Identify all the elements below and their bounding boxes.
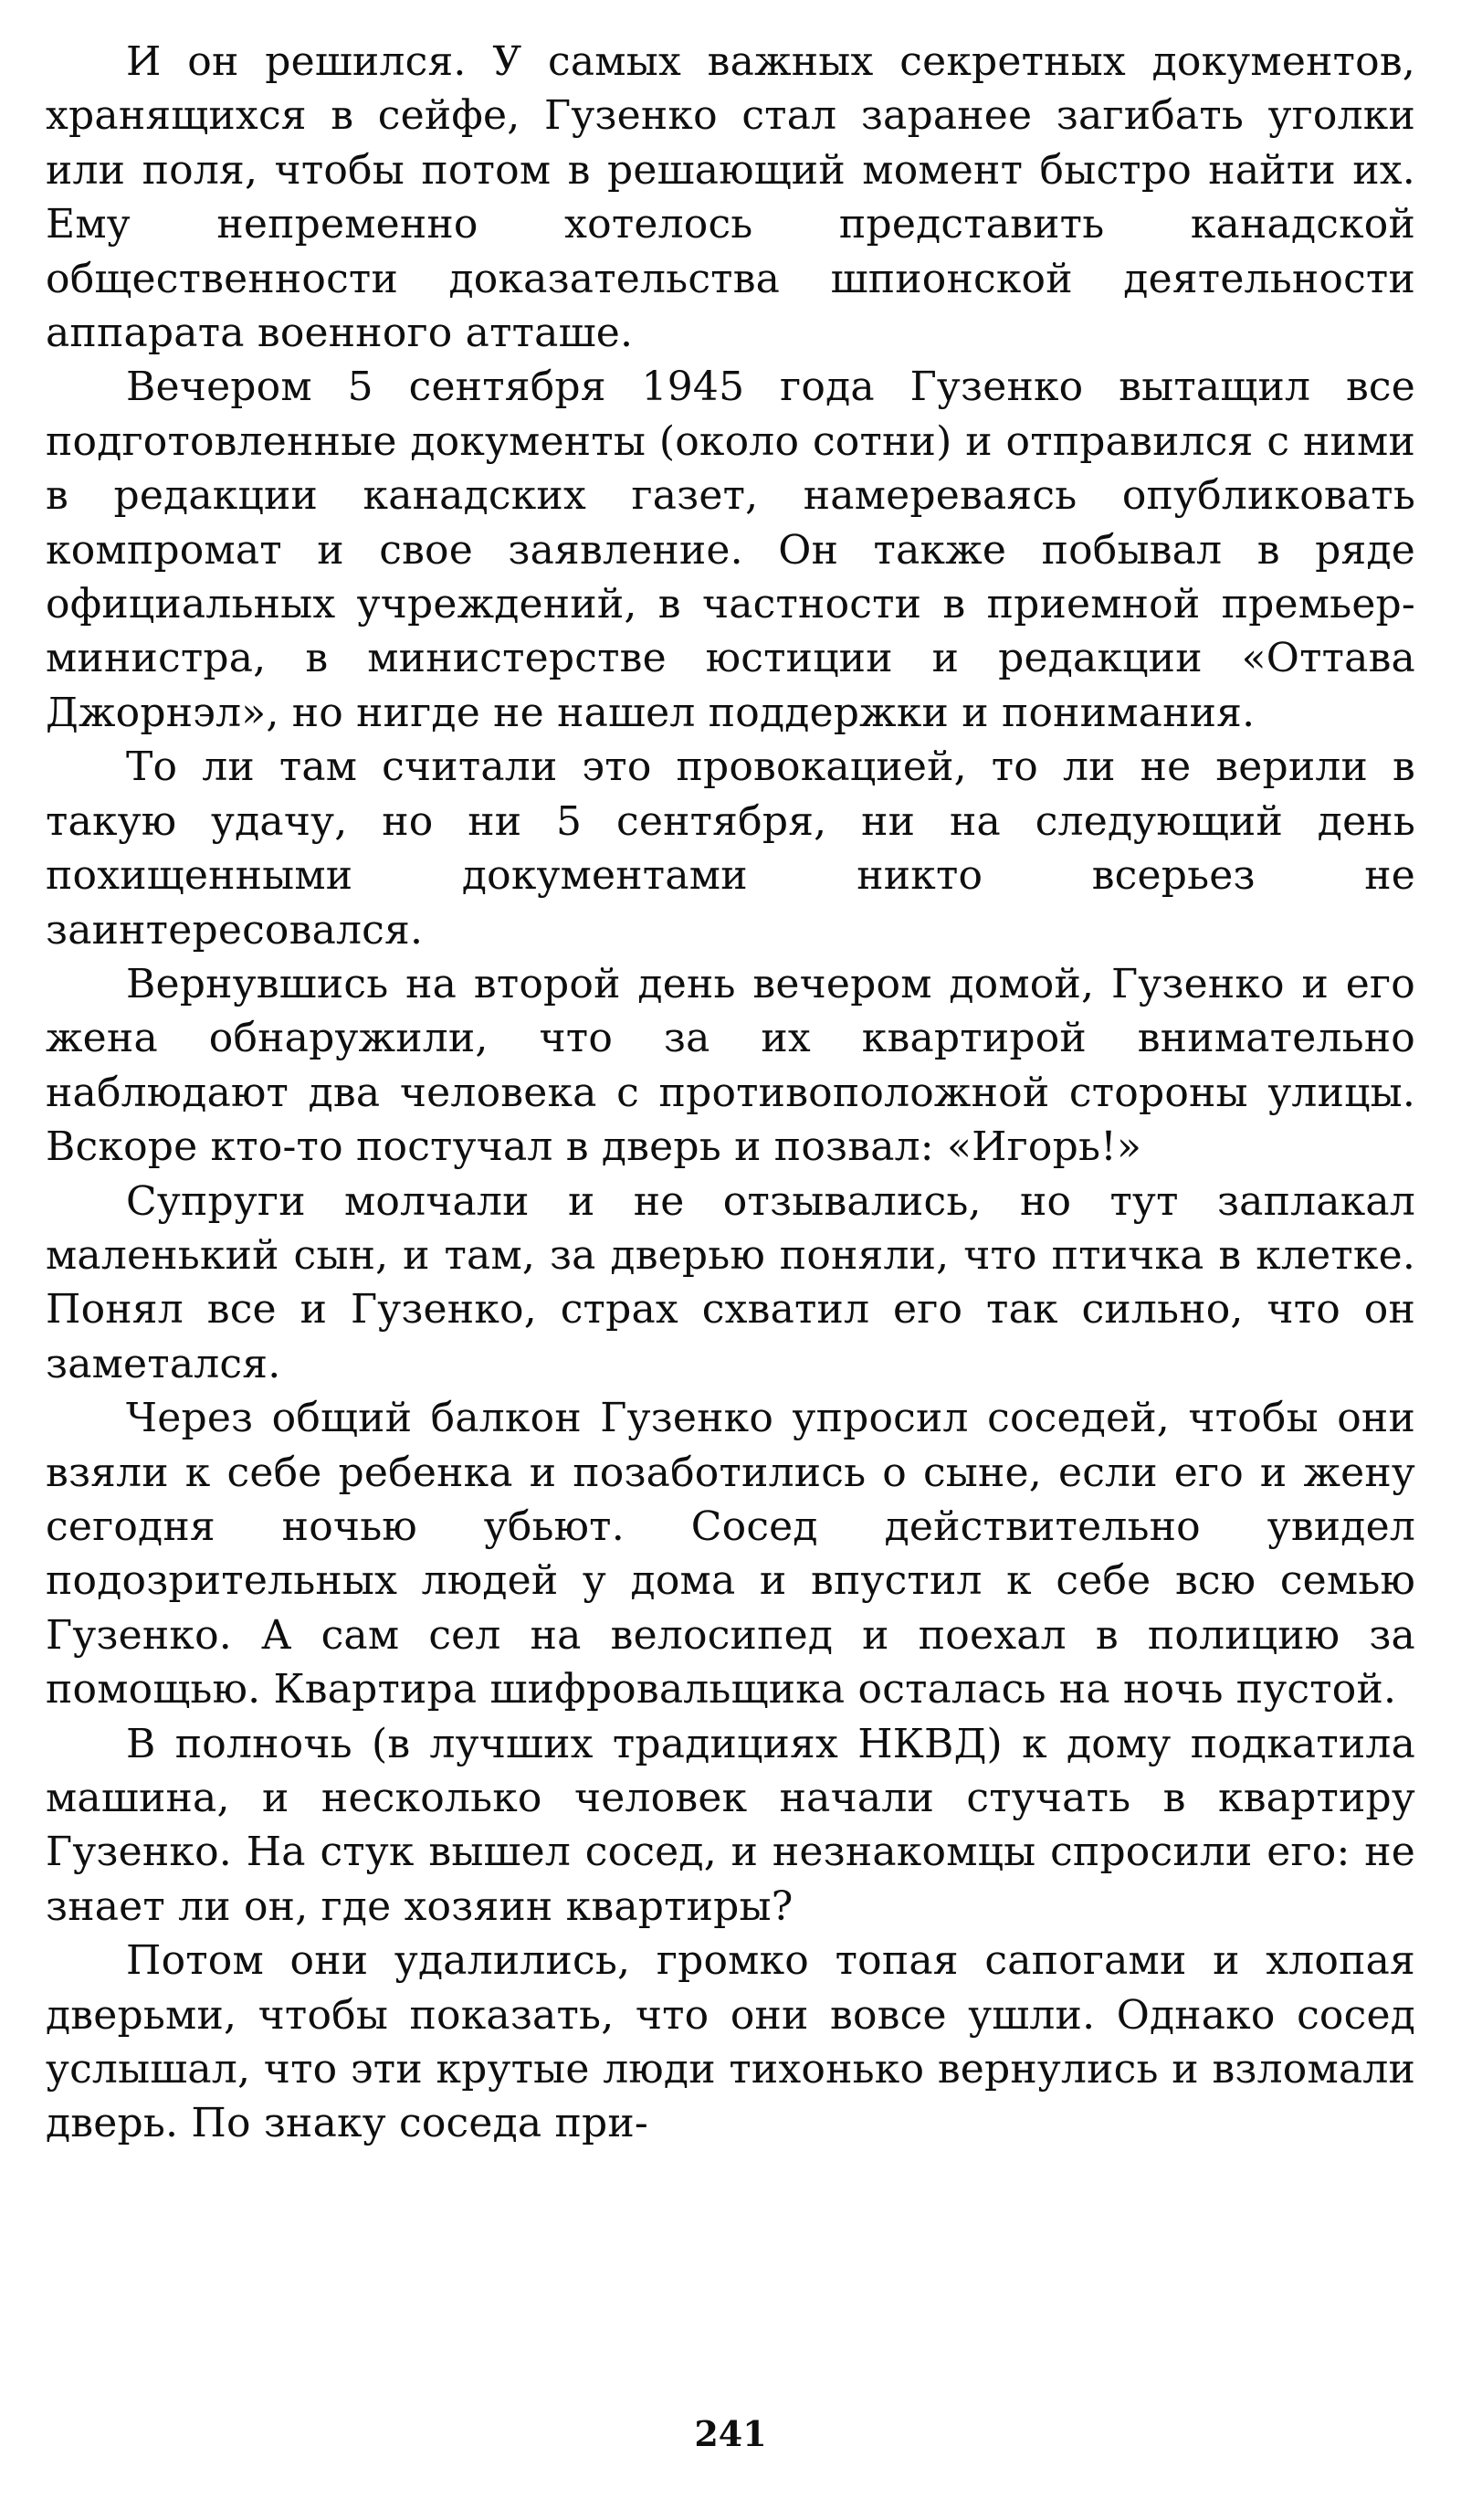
book-page bbox=[46, 35, 1415, 2483]
paragraph-8: Потом они удалились, громко топая сапогами и хлопая дверьми, чтобы показать, что они вовсе ушли. Однако сосед услышал, что эти крутые люди тихонько вернулись и взломали дверь. По знаку соседа при- bbox=[46, 1937, 1415, 2147]
paragraph-3: То ли там считали это провокацией, то ли не верили в такую удачу, но ни 5 сентября, ни на следующий день похищенными документами никто всерьез не заинтересовался. bbox=[46, 743, 1415, 954]
page-number: 241 bbox=[694, 2413, 767, 2454]
paragraph-4: Вернувшись на второй день вечером домой, Гузенко и его жена обнаружили, что за их квартирой внимательно наблюдают два человека с противоположной стороны улицы. Вскоре кто-то постучал в дверь и позвал: «Игорь!» bbox=[46, 960, 1415, 1171]
paragraph-5: Супруги молчали и не отзывались, но тут заплакал маленький сын, и там, за дверью поняли, что птичка в клетке. Понял все и Гузенко, страх схватил его так сильно, что он заметался. bbox=[46, 1177, 1415, 1387]
paragraph-7: В полночь (в лучших традициях НКВД) к дому подкатила машина, и несколько человек начали стучать в квартиру Гузенко. На стук вышел сосед, и незнакомцы спросили его: не знает ли он, где хозяин квартиры? bbox=[46, 1720, 1415, 1930]
paragraph-2: Вечером 5 сентября 1945 года Гузенко вытащил все подготовленные документы (около сотни) и отправился с ними в редакции канадских газет, намереваясь опубликовать компромат и свое заявление. Он также побывал в ряде официальных учреждений, в частности в приемной премьер-министра, в министерстве юстиции и редакции «Оттава Джорнэл», но нигде не нашел поддержки и понимания. bbox=[46, 364, 1415, 736]
paragraph-1: И он решился. У самых важных секретных документов, хранящихся в сейфе, Гузенко стал заранее загибать уголки или поля, чтобы потом в решающий момент быстро найти их. Ему непременно хотелось представить канадской общественности доказательства шпионской деятельности аппарата военного атташе. bbox=[46, 38, 1415, 357]
page-text bbox=[46, 35, 1415, 2151]
paragraph-6: Через общий балкон Гузенко упросил соседей, чтобы они взяли к себе ребенка и позаботились о сыне, если его и жену сегодня ночью убьют. Сосед действительно увидел подозрительных людей у дома и впустил к себе всю семью Гузенко. А сам сел на велосипед и поехал в полицию за помощью. Квартира шифровальщика осталась на ночь пустой. bbox=[46, 1395, 1415, 1713]
